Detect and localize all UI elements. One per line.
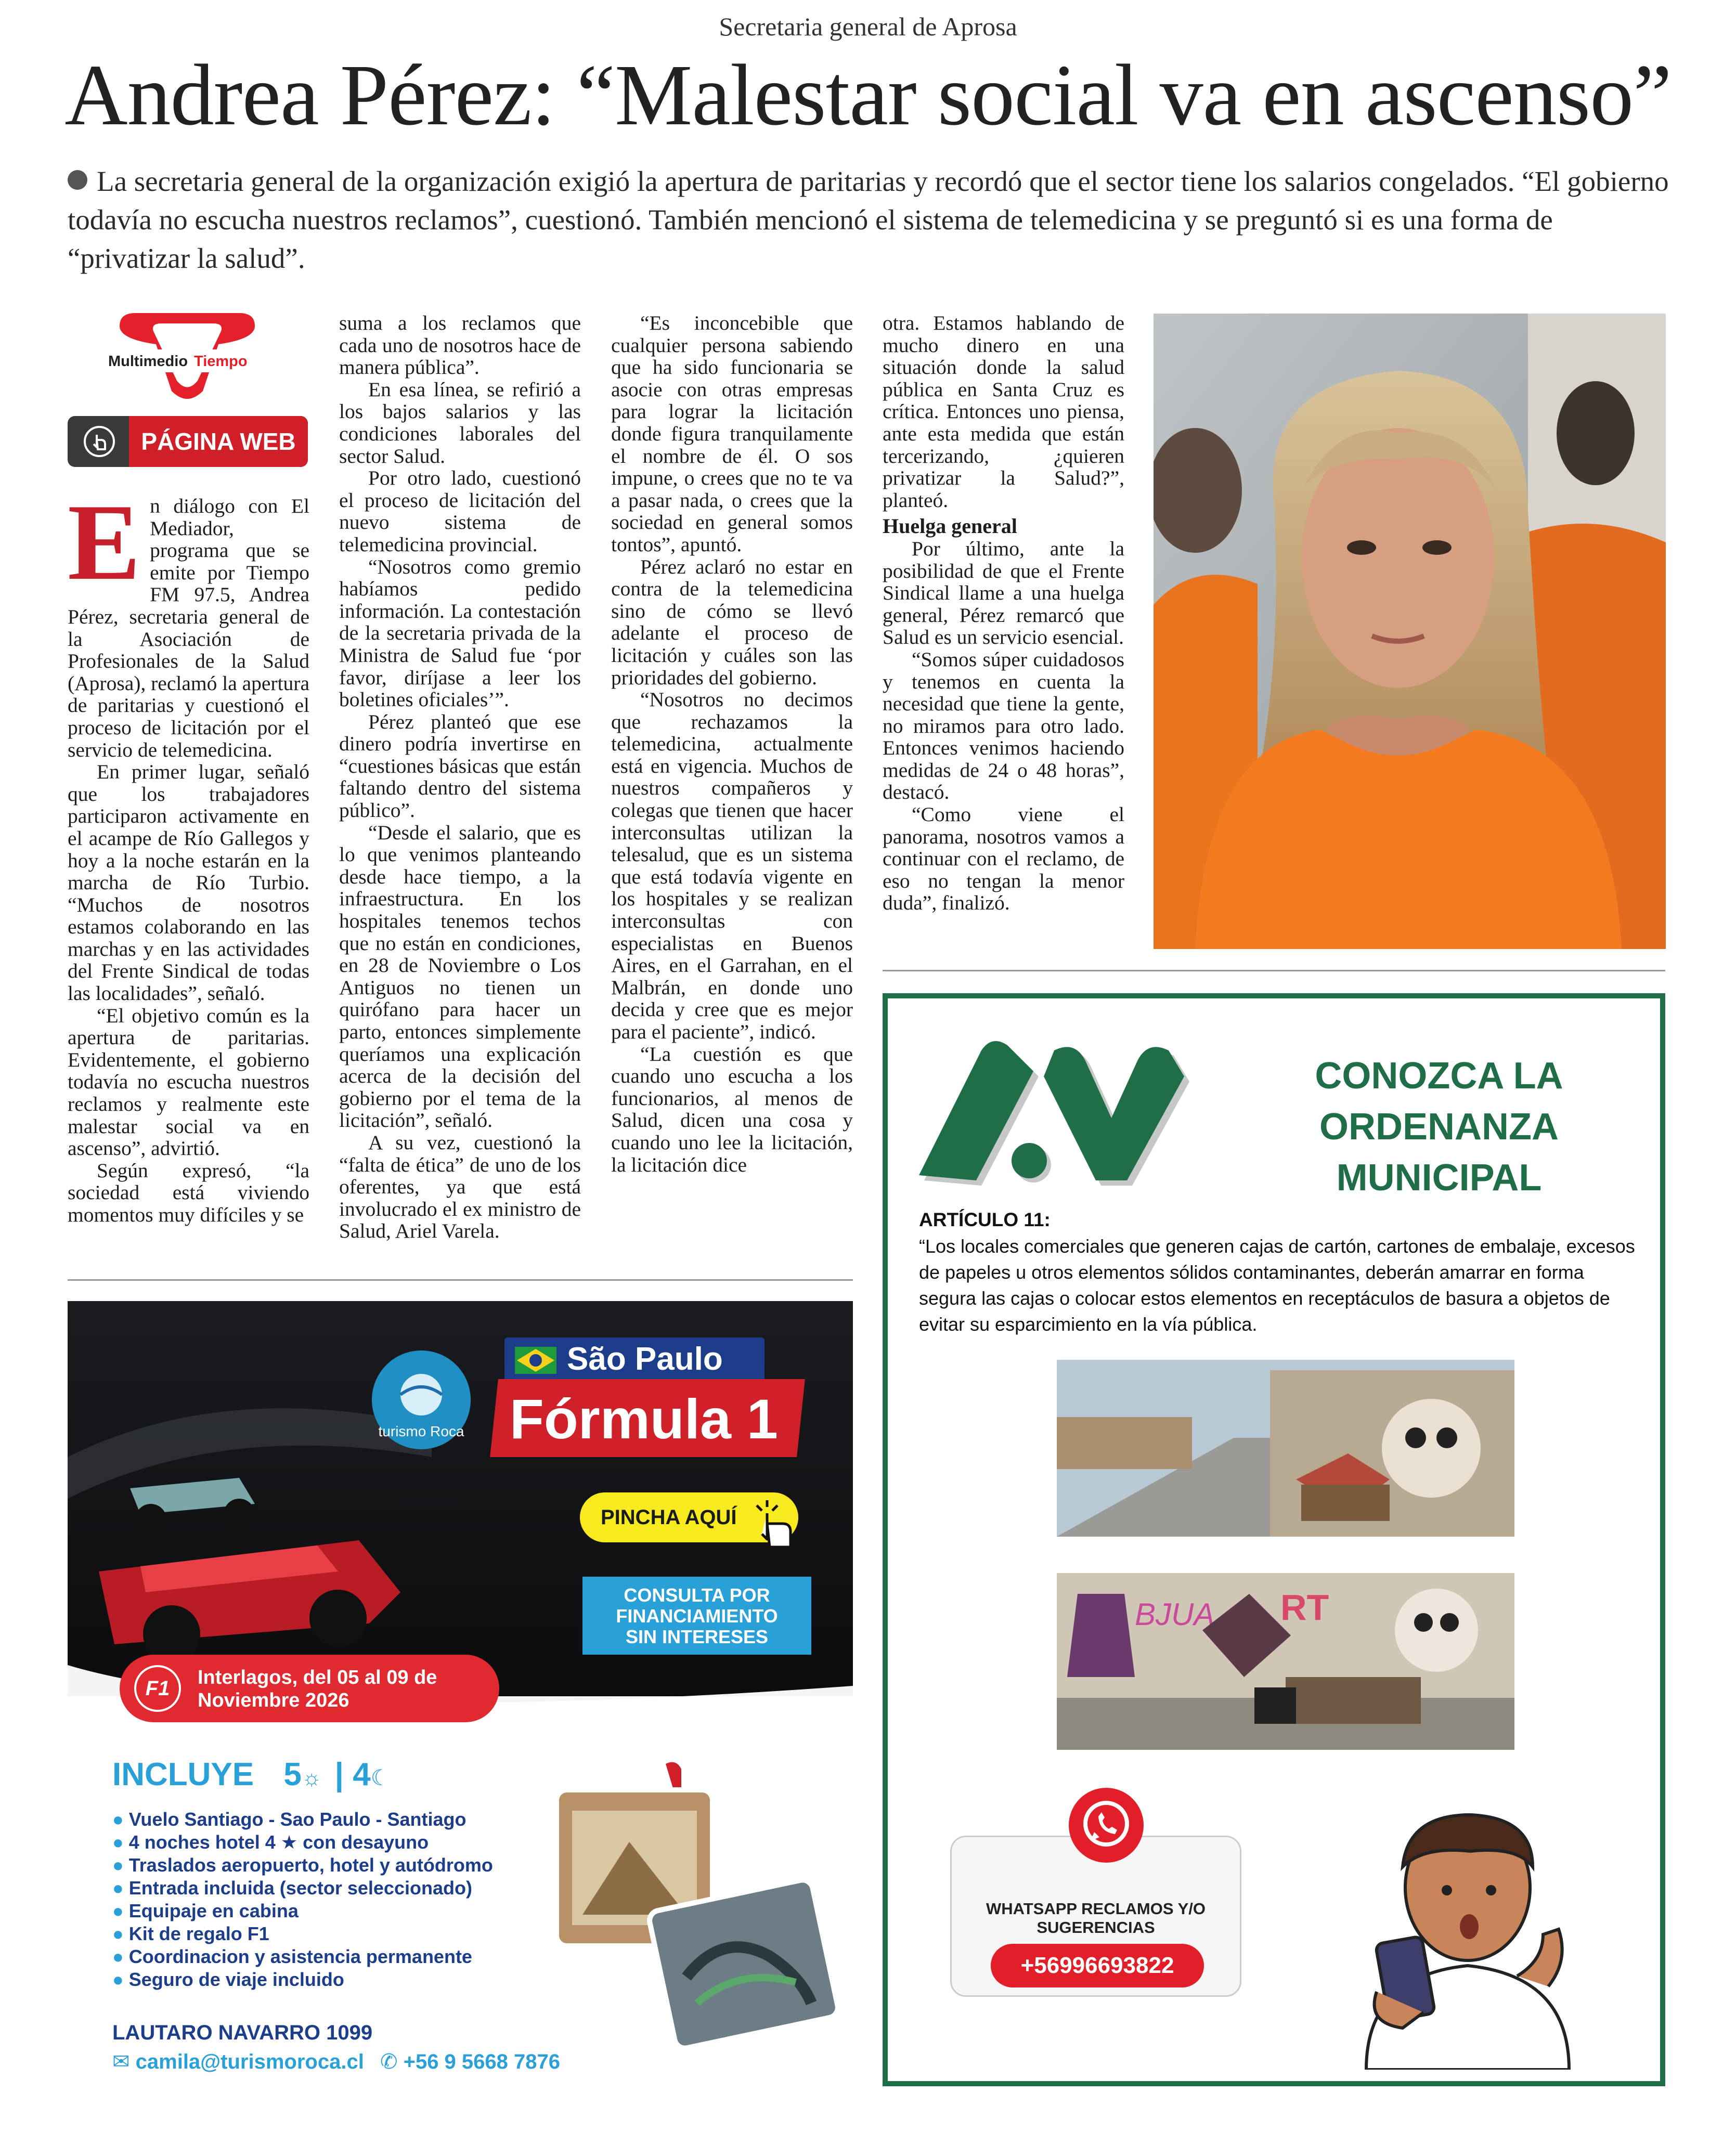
bullet-icon: ●	[112, 1923, 129, 1944]
list-item: ● Coordinacion y asistencia permanente	[112, 1946, 472, 1967]
ordinance-title-line: ORDENANZA MUNICIPAL	[1319, 1106, 1559, 1199]
dates-banner	[120, 1655, 499, 1722]
graffiti-wall-photo	[1057, 1573, 1514, 1750]
article-paragraph: En primer lugar, señaló que los trabajadores participaron activamente en el acampe de Río Gallegos y hoy a la noche estarán en la marcha de Río Turbio. “Muchos de nosotros estamos colaborando en las marchas y en las actividades del Frente Sindical de todas las localidades”, señaló.	[68, 760, 309, 1005]
pincha-aqui-button[interactable]	[580, 1492, 798, 1542]
lead-text: La secretaria general de la organización exigió la apertura de paritarias y recordó que el sector tiene los salarios congelados. “El gobierno todavía no escucha nuestros reclamos”, cuestionó. También mencionó el sistema de telemedicina y se preguntó si es una forma de “privatizar la salud”.	[68, 165, 1669, 274]
divider	[883, 970, 1665, 971]
bullet-icon: ●	[112, 1854, 129, 1876]
list-item: ● Traslados aeropuerto, hotel y autódromo	[112, 1854, 493, 1876]
pagina-web-button[interactable]	[68, 416, 308, 467]
article-paragraph: otra. Estamos hablando de mucho dinero en una situación donde la salud pública en Santa Cruz es crítica. Entonces uno piensa, ante esta medida que están tercerizando, ¿quieren privatizar la Salud?”, planteó.	[883, 312, 1124, 512]
article-paragraph: “Somos súper cuidadosos y tenemos en cuenta la necesidad que tiene la gente, no miramos para otro lado. Entonces venimos haciendo medidas de 24 o 48 horas”, destacó.	[883, 647, 1124, 804]
portrait-photo	[1154, 314, 1666, 949]
headline: Andrea Pérez: “Malestar social va en ascenso”	[64, 47, 1672, 144]
f1-logo: F1	[134, 1665, 181, 1712]
list-item: ● 4 noches hotel 4 ★ con desayuno	[112, 1831, 429, 1853]
days-count: 5	[283, 1757, 302, 1792]
whatsapp-phone-button[interactable]: +56996693822	[991, 1944, 1204, 1987]
kicker: Secretaria general de Aprosa	[719, 12, 1017, 41]
list-item: ● Seguro de viaje incluido	[112, 1969, 344, 1990]
includes-label: INCLUYE	[112, 1757, 254, 1792]
hand-pointer-icon	[746, 1498, 804, 1555]
article-paragraph: n diálogo con El Mediador, programa que se emite por Tiempo FM 97.5, Andrea Pérez, secretaria general de la Asociación de Profesionales de la Salud (Aprosa), reclamó la apertura de paritarias y cuestionó el proceso de licitación por el servicio de telemedicina.	[68, 495, 309, 761]
article-label: ARTÍCULO 11:	[919, 1209, 1051, 1230]
whatsapp-line: WHATSAPP RECLAMOS Y/O	[986, 1900, 1206, 1918]
article-paragraph: Según expresó, “la sociedad está viviendo momentos muy difíciles y se	[68, 1159, 309, 1226]
bullet-icon: ●	[112, 1946, 129, 1967]
financing-line: SIN INTERESES	[625, 1626, 769, 1647]
man-with-phone-illustration	[1345, 1804, 1590, 2070]
article-paragraph: “La cuestión es que cuando uno escucha a los funcionarios, al menos de Salud, dicen una cosa y cuando uno lee la licitación, la licitación dice	[611, 1042, 853, 1176]
sun-icon: ☼	[301, 1765, 322, 1790]
dates-line: Noviembre 2026	[198, 1690, 349, 1711]
divider	[68, 1279, 853, 1281]
ordinance-title-line: CONOZCA LA	[1315, 1055, 1563, 1097]
list-item: ● Equipaje en cabina	[112, 1900, 299, 1921]
whatsapp-icon	[1067, 1786, 1145, 1864]
street-photo	[1057, 1360, 1514, 1537]
list-item: ● Vuelo Santiago - Sao Paulo - Santiago	[112, 1809, 467, 1830]
subhead: Huelga general	[883, 514, 1017, 538]
includes-list	[112, 1808, 539, 1991]
article-paragraph: “Desde el salario, que es lo que venimos planteando desde hace tiempo, a la infraestructura. En los hospitales tenemos techos que no están en condiciones, en 28 de Noviembre o Los Antiguos no tienen un quirófano para hacer un parto, entonces simplemente queríamos una explicación acerca de la decisión del gobierno por el tema de la licitación”, señaló.	[339, 821, 581, 1132]
agency-address: LAUTARO NAVARRO 1099	[112, 2021, 373, 2044]
email-icon: ✉	[112, 2050, 130, 2073]
financing-line: CONSULTA POR	[624, 1584, 770, 1606]
includes-heading: INCLUYE 5☼ | 4☾	[112, 1757, 391, 1792]
municipal-logo	[909, 1035, 1210, 1196]
city-label: São Paulo	[567, 1341, 723, 1377]
article-paragraph: “Como viene el panorama, nosotros vamos a continuar con el reclamo, de eso no tengan la menor duda”, finalizó.	[883, 803, 1124, 915]
agency-email[interactable]: camila@turismoroca.cl	[135, 2050, 364, 2073]
city-banner	[504, 1337, 765, 1382]
moon-icon: ☾	[370, 1765, 391, 1790]
brand-part2: Tiempo	[194, 353, 248, 370]
bullet-icon: ●	[112, 1831, 129, 1853]
article-paragraph: Por último, ante la posibilidad de que el Frente Sindical llame a una huelga general, Pérez remarcó que Salud es un servicio esencial.	[883, 537, 1124, 649]
article-paragraph: Pérez planteó que ese dinero podría invertirse en “cuestiones básicas que están faltando dentro del sistema público”.	[339, 710, 581, 822]
bullet-icon: ●	[112, 1900, 129, 1921]
article-text: “Los locales comerciales que generen cajas de cartón, cartones de embalaje, excesos de papeles u otros elementos sólidos contaminantes, deberán amarrar en forma segura las cajas o colocar estos elementos en receptáculos de basura a objetos de evitar su esparcimiento en la vía pública.	[919, 1236, 1635, 1335]
bullet-icon: ●	[112, 1969, 129, 1990]
contact-line	[112, 2050, 560, 2074]
hotel-track-photos	[551, 1759, 843, 2050]
article-column-2	[339, 312, 581, 1269]
whatsapp-label	[952, 1900, 1240, 1937]
multimedio-tiempo-logo	[99, 308, 276, 407]
bullet-icon	[68, 170, 87, 190]
lead-paragraph	[68, 162, 1669, 278]
f1-title: Fórmula 1	[509, 1387, 778, 1450]
article-paragraph: Pérez aclaró no estar en contra de la telemedicina sino de cómo se llevó adelante el proceso de licitación y cuáles son las prioridades del gobierno.	[611, 555, 853, 689]
bullet-icon: ●	[112, 1809, 129, 1830]
bullet-icon: ●	[112, 1877, 129, 1899]
article-paragraph: “El objetivo común es la apertura de paritarias. Evidentemente, el gobierno todavía no escucha nuestros reclamos y realmente este malestar social va en ascenso”, advirtió.	[68, 1004, 309, 1160]
article-paragraph: “Nosotros no decimos que rechazamos la telemedicina, actualmente está en vigencia. Muchos de nuestros compañeros y colegas que tienen que hacer interconsultas utilizan la telesalud, que es un sistema que está todavía vigente en los hospitales y se realizan interconsultas con especialistas en Buenos Aires, en el Garrahan, en el Malbrán, en donde uno decida y cree que es mejor para el paciente”, indicó.	[611, 688, 853, 1043]
article-paragraph: “Nosotros como gremio habíamos pedido información. La contestación de la secretaria privada de la Ministra de Salud fue ‘por favor, diríjase a leer los boletines oficiales’”.	[339, 555, 581, 711]
financing-box[interactable]	[582, 1577, 811, 1655]
cta-label: PINCHA AQUÍ	[601, 1506, 737, 1529]
article-column-1	[68, 495, 309, 1265]
article-paragraph: En esa línea, se refirió a los bajos salarios y las condiciones laborales del sector Salud.	[339, 378, 581, 467]
pagina-web-label: PÁGINA WEB	[129, 416, 308, 467]
article-paragraph: “Es inconcebible que cualquier persona sabiendo que ha sido funcionaria se asocie con otras empresas para lograr la licitación donde figura tranquilamente el nombre de él. O sos impune, o crees que no te va a pasar nada, o crees que la sociedad en general somos tontos”, apuntó.	[611, 312, 853, 556]
article-paragraph: A su vez, cuestionó la “falta de ética” de uno de los oferentes, ya que está involucrado el ex ministro de Salud, Ariel Varela.	[339, 1131, 581, 1243]
f1-travel-ad[interactable]	[68, 1301, 853, 2087]
ordinance-title	[1221, 1050, 1657, 1203]
svg-text:RT: RT	[1280, 1587, 1329, 1628]
brazil-flag-icon	[515, 1347, 556, 1374]
financing-line: FINANCIAMIENTO	[616, 1605, 778, 1627]
article-column-4	[883, 312, 1124, 952]
agency-phone[interactable]: +56 9 5668 7876	[403, 2050, 560, 2073]
touch-icon	[81, 424, 118, 459]
agency-name: turismo Roca	[378, 1423, 464, 1439]
ordinance-ad	[883, 993, 1665, 2086]
list-item: ● Entrada incluida (sector seleccionado)	[112, 1877, 472, 1899]
phone-icon: ✆	[380, 2050, 398, 2073]
article-paragraph: Por otro lado, cuestionó el proceso de licitación del nuevo sistema de telemedicina provincial.	[339, 466, 581, 556]
svg-text:BJUA: BJUA	[1135, 1597, 1215, 1632]
list-item: ● Kit de regalo F1	[112, 1923, 269, 1944]
article-paragraph: suma a los reclamos que cada uno de nosotros hace de manera pública”.	[339, 312, 581, 379]
title-banner	[490, 1379, 805, 1457]
dates-line: Interlagos, del 05 al 09 de	[198, 1667, 437, 1688]
article-column-3	[611, 312, 853, 1269]
nights-count: 4	[353, 1757, 371, 1792]
whatsapp-line: SUGERENCIAS	[1037, 1918, 1155, 1937]
map-pin-icon	[666, 1762, 681, 1790]
brand-part1: Multimedio	[108, 353, 188, 370]
turismo-roca-logo	[369, 1348, 473, 1452]
dropcap: E	[68, 495, 141, 603]
